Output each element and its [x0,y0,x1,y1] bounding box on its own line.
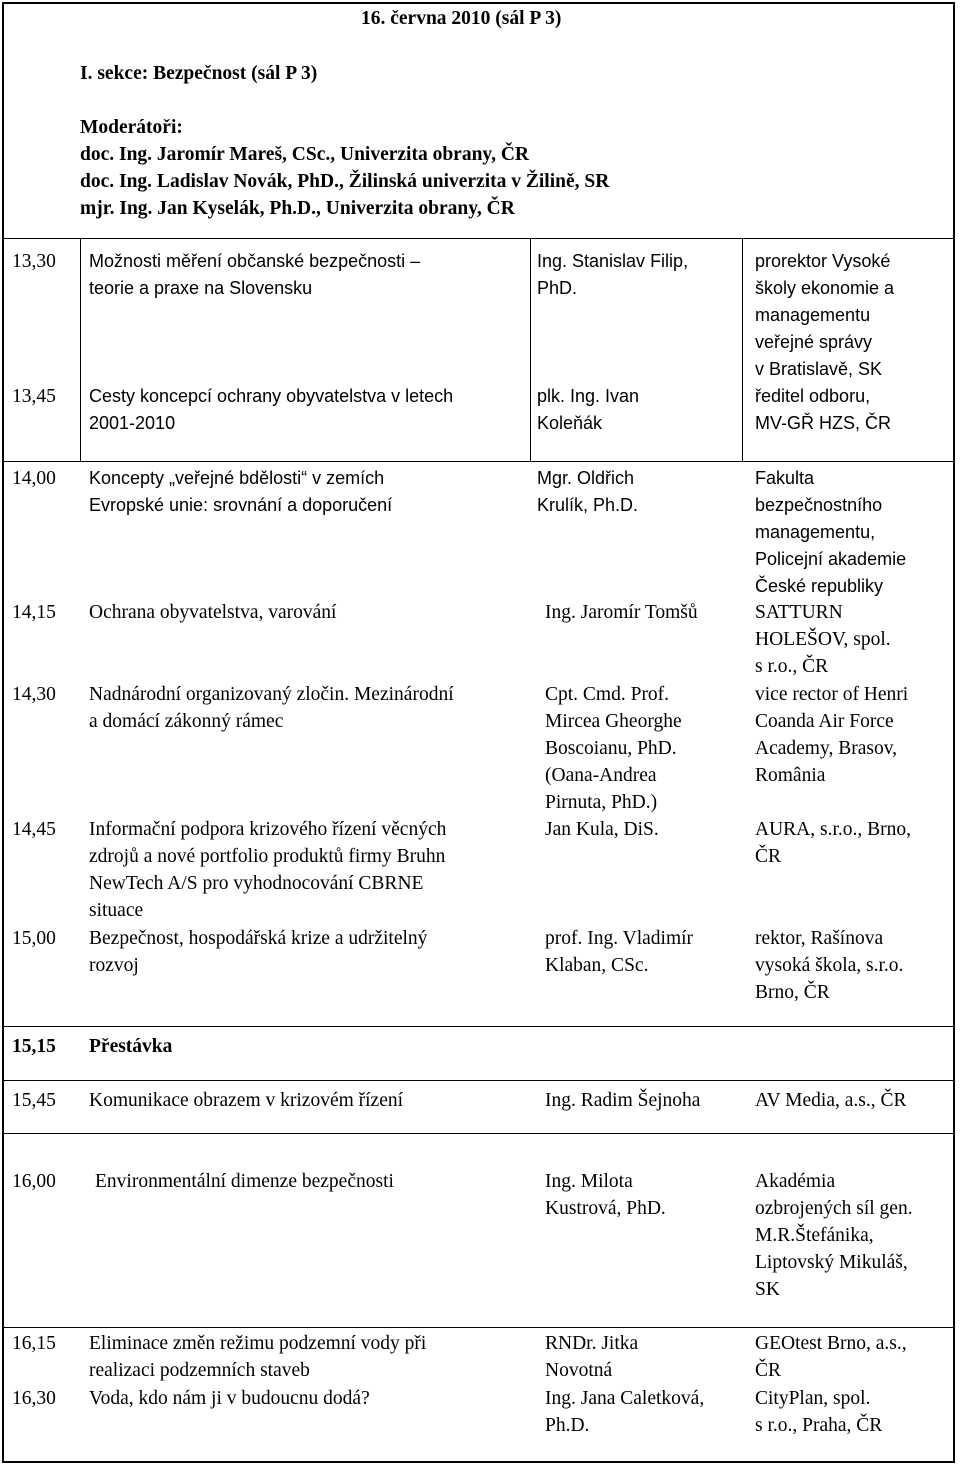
row-affiliation-line: SATTURN [755,602,843,623]
moderator-3: mjr. Ing. Jan Kyselák, Ph.D., Univerzita obrany, ČR [80,198,515,219]
row-time: 13,45 [12,386,56,407]
row-title-line: a domácí zákonný rámec [89,711,284,732]
row-speaker-line: Cpt. Cmd. Prof. [545,684,670,705]
column-divider [80,238,81,462]
row-affiliation-line: s r.o., ČR [755,656,829,677]
table-rule [4,1327,953,1328]
row-title-line: Možnosti měření občanské bezpečnosti – [89,251,421,271]
table-rule [4,1133,953,1134]
row-affiliation-line: prorektor Vysoké [755,251,891,271]
row-title-line: 2001-2010 [89,413,176,433]
row-speaker-line: Ing. Stanislav Filip, [537,251,689,271]
row-time: 16,30 [12,1388,56,1409]
row-affiliation-line: HOLEŠOV, spol. [755,629,891,650]
row-affiliation-line: GEOtest Brno, a.s., [755,1333,907,1354]
row-title-line: rozvoj [89,955,139,976]
row-speaker-line: Mgr. Oldřich [537,468,635,488]
row-affiliation-line: bezpečnostního [755,495,883,515]
row-affiliation-line: Academy, Brasov, [755,738,898,759]
row-time: 14,45 [12,819,56,840]
row-title-line: Voda, kdo nám ji v budoucnu dodá? [89,1388,370,1409]
row-affiliation-line: veřejné správy [755,332,873,352]
row-title-line: situace [89,900,144,921]
row-affiliation-line: v Bratislavě, SK [755,359,883,379]
row-time: 16,15 [12,1333,56,1354]
row-affiliation-line: České republiky [755,576,884,596]
row-affiliation-line: Fakulta [755,468,815,488]
row-speaker-line: PhD. [537,278,578,298]
column-divider [742,238,743,462]
moderator-1: doc. Ing. Jaromír Mareš, CSc., Univerzita obrany, ČR [80,144,530,165]
row-affiliation-line: Coanda Air Force [755,711,894,732]
column-divider [530,238,531,462]
row-title-line: Přestávka [89,1036,173,1057]
row-speaker-line: Krulík, Ph.D. [537,495,639,515]
row-affiliation-line: vice rector of Henri [755,684,909,705]
row-title-line: zdrojů a nové portfolio produktů firmy Bruhn [89,846,446,867]
row-affiliation-line: managementu, [755,522,876,542]
row-time: 14,15 [12,602,56,623]
row-speaker-line: Boscoianu, PhD. [545,738,677,759]
row-speaker-line: Koleňák [537,413,603,433]
moderator-2: doc. Ing. Ladislav Novák, PhD., Žilinská univerzita v Žilině, SR [80,171,610,192]
row-time: 16,00 [12,1171,56,1192]
row-affiliation-line: SK [755,1279,780,1300]
date-heading: 16. června 2010 (sál P 3) [361,8,562,29]
row-title-line: teorie a praxe na Slovensku [89,278,313,298]
row-affiliation-line: Policejní akademie [755,549,907,569]
row-affiliation-line: ozbrojených síl gen. [755,1198,913,1219]
row-speaker-line: Ing. Jana Caletková, [545,1388,705,1409]
row-affiliation-line: ČR [755,1360,782,1381]
row-affiliation-line: M.R.Štefánika, [755,1225,874,1246]
row-affiliation-line: Brno, ČR [755,982,830,1003]
row-speaker-line: Mircea Gheorghe [545,711,682,732]
row-time: 15,45 [12,1090,56,1111]
row-title-line: Koncepty „veřejné bdělosti“ v zemích [89,468,385,488]
row-speaker-line: Ph.D. [545,1415,590,1436]
row-speaker-line: Pirnuta, PhD.) [545,792,658,813]
row-title-line: NewTech A/S pro vyhodnocování CBRNE [89,873,424,894]
row-speaker-line: (Oana-Andrea [545,765,657,786]
row-title-line: Cesty koncepcí ochrany obyvatelstva v letech [89,386,454,406]
row-affiliation-line: vysoká škola, s.r.o. [755,955,904,976]
row-speaker-line: prof. Ing. Vladimír [545,928,694,949]
row-title-line: Ochrana obyvatelstva, varování [89,602,337,623]
row-title-line: realizaci podzemních staveb [89,1360,310,1381]
row-affiliation-line: ČR [755,846,782,867]
table-rule [4,1080,953,1081]
table-rule [4,238,953,239]
row-speaker-line: Ing. Jaromír Tomšů [545,602,698,623]
row-affiliation-line: România [755,765,826,786]
row-title-line: Bezpečnost, hospodářská krize a udržitelný [89,928,428,949]
row-speaker-line: Ing. Radim Šejnoha [545,1090,701,1111]
row-speaker-line: Kustrová, PhD. [545,1198,666,1219]
row-title-line: Komunikace obrazem v krizovém řízení [89,1090,404,1111]
row-speaker-line: Ing. Milota [545,1171,633,1192]
row-affiliation-line: školy ekonomie a [755,278,895,298]
row-title-line: Eliminace změn režimu podzemní vody při [89,1333,427,1354]
row-title-line: Informační podpora krizového řízení věcných [89,819,447,840]
table-rule [4,1026,953,1027]
row-time: 14,00 [12,468,56,489]
row-time: 14,30 [12,684,56,705]
row-affiliation-line: Liptovský Mikuláš, [755,1252,908,1273]
row-title-line: Environmentální dimenze bezpečnosti [95,1171,394,1192]
moderators-label: Moderátoři: [80,117,183,138]
row-affiliation-line: CityPlan, spol. [755,1388,871,1409]
row-affiliation-line: MV-GŘ HZS, ČR [755,413,892,433]
row-affiliation-line: s r.o., Praha, ČR [755,1415,883,1436]
row-time: 15,00 [12,928,56,949]
row-speaker-line: Novotná [545,1360,613,1381]
row-title-line: Nadnárodní organizovaný zločin. Mezinárodní [89,684,454,705]
section-title: I. sekce: Bezpečnost (sál P 3) [80,63,318,84]
row-time: 13,30 [12,251,56,272]
row-speaker-line: Jan Kula, DiS. [545,819,659,840]
row-time: 15,15 [12,1036,56,1057]
row-affiliation-line: Akadémia [755,1171,836,1192]
row-speaker-line: plk. Ing. Ivan [537,386,640,406]
row-affiliation-line: managementu [755,305,871,325]
row-speaker-line: Klaban, CSc. [545,955,649,976]
row-speaker-line: RNDr. Jitka [545,1333,639,1354]
row-affiliation-line: rektor, Rašínova [755,928,884,949]
row-affiliation-line: ředitel odboru, [755,386,871,406]
row-affiliation-line: AURA, s.r.o., Brno, [755,819,912,840]
row-affiliation-line: AV Media, a.s., ČR [755,1090,907,1111]
table-rule [4,461,953,462]
row-title-line: Evropské unie: srovnání a doporučení [89,495,393,515]
